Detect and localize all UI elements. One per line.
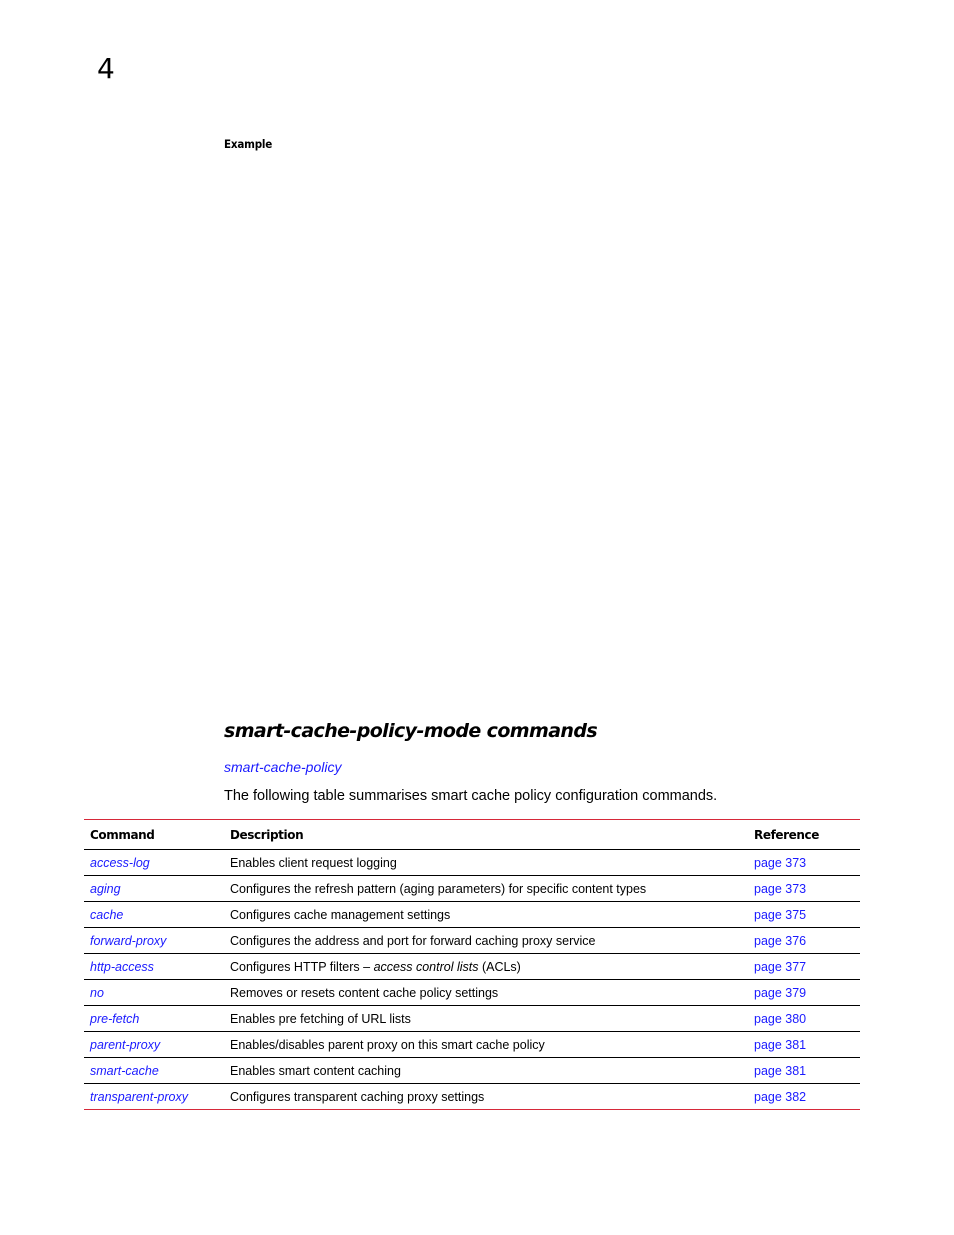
reference-link[interactable]: page 375 bbox=[754, 907, 807, 922]
description-cell: Removes or resets content cache policy settings bbox=[224, 980, 748, 1006]
description-cell: Configures the address and port for forward caching proxy service bbox=[224, 928, 748, 954]
table-row bbox=[84, 1006, 860, 1032]
command-link[interactable]: transparent-proxy bbox=[90, 1089, 188, 1104]
chapter-number: 4 bbox=[97, 52, 115, 85]
header-command: Command bbox=[90, 827, 155, 842]
smart-cache-policy-link[interactable]: smart-cache-policy bbox=[224, 759, 342, 775]
commands-table bbox=[84, 819, 860, 1110]
table-row bbox=[84, 1058, 860, 1084]
header-reference: Reference bbox=[754, 827, 819, 842]
table-row bbox=[84, 928, 860, 954]
reference-link[interactable]: page 381 bbox=[754, 1037, 807, 1052]
description-cell: Enables pre fetching of URL lists bbox=[224, 1006, 748, 1032]
reference-link[interactable]: page 382 bbox=[754, 1089, 807, 1104]
table-row bbox=[84, 980, 860, 1006]
description-emphasis: access control lists bbox=[373, 959, 479, 974]
description-cell bbox=[224, 954, 748, 980]
example-heading: Example bbox=[224, 137, 273, 151]
table-row bbox=[84, 850, 860, 876]
description-prefix: Configures HTTP filters – bbox=[230, 959, 374, 974]
command-link[interactable]: pre-fetch bbox=[90, 1011, 140, 1026]
command-link[interactable]: forward-proxy bbox=[90, 933, 167, 948]
table-row bbox=[84, 1032, 860, 1058]
reference-link[interactable]: page 379 bbox=[754, 985, 807, 1000]
section-title: smart-cache-policy-mode commands bbox=[224, 720, 598, 742]
command-link[interactable]: smart-cache bbox=[90, 1063, 159, 1078]
header-description: Description bbox=[230, 827, 304, 842]
command-link[interactable]: aging bbox=[90, 881, 121, 896]
command-link[interactable]: access-log bbox=[90, 855, 150, 870]
reference-link[interactable]: page 373 bbox=[754, 855, 807, 870]
command-link[interactable]: cache bbox=[90, 907, 124, 922]
command-link[interactable]: no bbox=[90, 985, 104, 1000]
description-cell: Configures transparent caching proxy settings bbox=[224, 1084, 748, 1110]
description-cell: Enables smart content caching bbox=[224, 1058, 748, 1084]
description-cell: Enables/disables parent proxy on this smart cache policy bbox=[224, 1032, 748, 1058]
description-cell: Configures the refresh pattern (aging parameters) for specific content types bbox=[224, 876, 748, 902]
description-suffix: (ACLs) bbox=[478, 959, 521, 974]
table-row bbox=[84, 902, 860, 928]
table-header-row bbox=[84, 820, 860, 850]
reference-link[interactable]: page 373 bbox=[754, 881, 807, 896]
reference-link[interactable]: page 381 bbox=[754, 1063, 807, 1078]
table-row bbox=[84, 876, 860, 902]
reference-link[interactable]: page 380 bbox=[754, 1011, 807, 1026]
table-row bbox=[84, 1084, 860, 1110]
command-link[interactable]: parent-proxy bbox=[90, 1037, 161, 1052]
description-cell: Enables client request logging bbox=[224, 850, 748, 876]
section-intro: The following table summarises smart cache policy configuration commands. bbox=[224, 788, 718, 804]
table-row bbox=[84, 954, 860, 980]
description-cell: Configures cache management settings bbox=[224, 902, 748, 928]
reference-link[interactable]: page 376 bbox=[754, 933, 807, 948]
command-link[interactable]: http-access bbox=[90, 959, 154, 974]
reference-link[interactable]: page 377 bbox=[754, 959, 807, 974]
